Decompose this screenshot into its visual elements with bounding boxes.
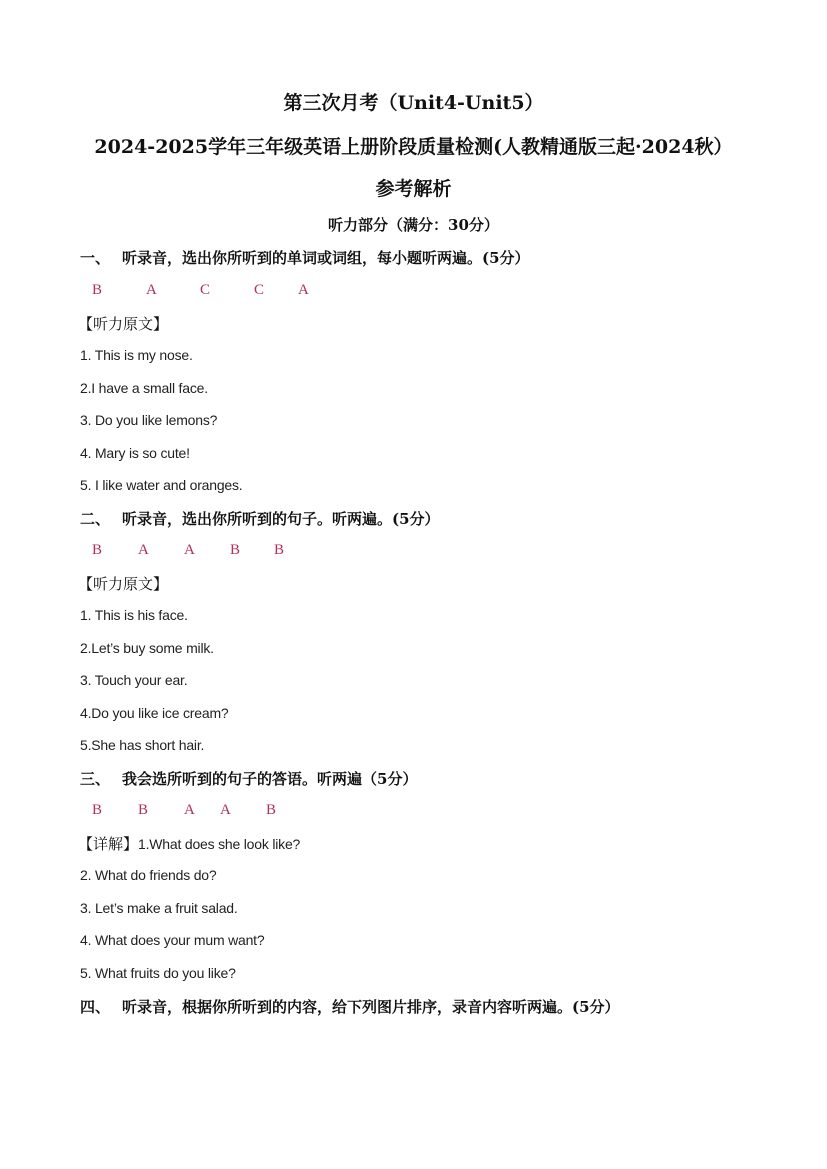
section-1-title: 听录音，选出你所听到的单词或词组，每小题听两遍。(5分） <box>122 249 530 267</box>
answer-item: B <box>266 802 277 818</box>
transcript-line: 2.Let’s buy some milk. <box>80 640 214 656</box>
section-2-title: 听录音，选出你所听到的句子。听两遍。(5分） <box>122 510 440 528</box>
answer-item: B <box>92 542 103 558</box>
section-3-number: 三、 <box>80 770 111 788</box>
section-4-title: 听录音，根据你所听到的内容，给下列图片排序，录音内容听两遍。(5分） <box>122 998 620 1016</box>
answer-item: C <box>254 282 265 298</box>
answer-item: A <box>138 542 149 558</box>
page-subtitle: 2024-2025学年三年级英语上册阶段质量检测(人教精通版三起·2024秋） <box>94 136 733 158</box>
transcript-line: 5. What fruits do you like? <box>80 965 236 981</box>
part-heading: 听力部分（满分：30分） <box>328 216 499 234</box>
answer-item: B <box>138 802 149 818</box>
answer-item: B <box>274 542 285 558</box>
section-4-number: 四、 <box>80 998 111 1016</box>
answer-item: C <box>200 282 211 298</box>
transcript-line: 5. I like water and oranges. <box>80 477 243 493</box>
section-1-label: 【听力原文】 <box>78 315 169 333</box>
section-3-label: 【详解】 <box>78 835 139 853</box>
section-3-label-row <box>78 833 300 854</box>
page-title: 第三次月考（Unit4-Unit5） <box>283 92 544 114</box>
transcript-line: 4. What does your mum want? <box>80 932 265 948</box>
document-type: 参考解析 <box>375 178 452 200</box>
answer-item: B <box>230 542 241 558</box>
answer-item: A <box>184 802 195 818</box>
answer-item: B <box>92 282 103 298</box>
section-4-heading <box>80 996 620 1017</box>
transcript-line: 1. This is his face. <box>80 607 188 623</box>
section-1-number: 一、 <box>80 249 111 267</box>
section-1-heading <box>80 247 530 268</box>
answer-item: A <box>298 282 309 298</box>
section-2-heading <box>80 508 440 529</box>
answer-item: A <box>184 542 195 558</box>
transcript-line: 2.I have a small face. <box>80 380 208 396</box>
transcript-line: 3. Touch your ear. <box>80 672 188 688</box>
transcript-line: 4. Mary is so cute! <box>80 445 190 461</box>
transcript-line: 2. What do friends do? <box>80 867 217 883</box>
transcript-line: 5.She has short hair. <box>80 737 205 753</box>
answer-item: A <box>146 282 157 298</box>
transcript-line: 4.Do you like ice cream? <box>80 705 229 721</box>
section-2-number: 二、 <box>80 510 111 528</box>
transcript-line: 3. Let’s make a fruit salad. <box>80 900 238 916</box>
transcript-line: 1.What does she look like? <box>138 836 301 852</box>
section-3-title: 我会选所听到的句子的答语。听两遍（5分） <box>122 770 418 788</box>
section-2-label: 【听力原文】 <box>78 575 169 593</box>
transcript-line: 3. Do you like lemons? <box>80 412 218 428</box>
answer-item: A <box>220 802 231 818</box>
transcript-line: 1. This is my nose. <box>80 347 193 363</box>
answer-item: B <box>92 802 103 818</box>
section-3-heading <box>80 768 417 789</box>
